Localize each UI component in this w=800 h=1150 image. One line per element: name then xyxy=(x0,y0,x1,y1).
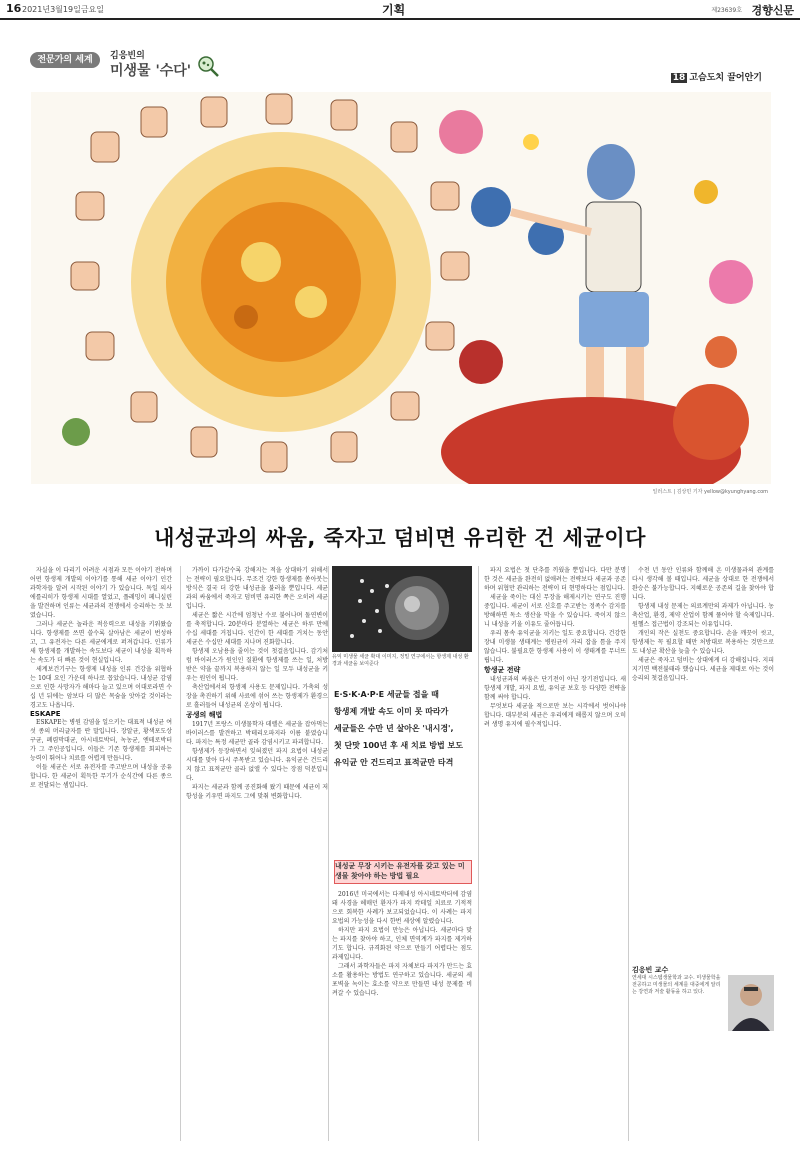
paragraph: 우리 몸속 유익균을 지키는 일도 중요합니다. 건강한 장내 미생물 생태계는 병원균이 자리 잡을 틈을 주지 않습니다. 불필요한 항생제 사용이 이 생태계를 무너뜨립니다. xyxy=(484,630,626,664)
paper-name: 경향신문 xyxy=(751,4,794,17)
paragraph: 항생제 내성 문제는 의료계만의 과제가 아닙니다. 농축산업, 환경, 제약 산업이 함께 풀어야 할 숙제입니다. 원헬스 접근법이 강조되는 이유입니다. xyxy=(632,603,774,628)
magnifier-microbe-icon xyxy=(196,54,220,78)
column-divider xyxy=(478,566,479,1141)
author-profile xyxy=(632,965,774,1035)
series-title: 미생물 '수다' xyxy=(110,63,192,79)
pull-quote-line: 첫 단맛 100년 후 새 치료 방법 보도 xyxy=(334,741,463,750)
column-divider xyxy=(628,566,629,1141)
paragraph: 하지만 파지 요법이 만능은 아닙니다. 세균마다 맞는 파지를 찾아야 하고, 인체 면역계가 파지를 제거하기도 합니다. 규격화된 약으로 만들기 어렵다는 점도 과제입니다. xyxy=(332,927,472,961)
pull-quote-line: E·S·K·A·P·E 세균들 접을 때 xyxy=(334,690,439,699)
column-divider xyxy=(180,566,181,1141)
paragraph: ESKAPE는 병원 감염을 일으키는 대표적 내성균 여섯 종의 머리글자를 딴 말입니다. 장알균, 황색포도상구균, 폐렴막대균, 아시네토박터, 녹농균, 엔테로박터가 그 주인공입니다. 이들은 기존 항생제를 회피하는 능력이 뛰어나 치료를 어렵게 만듭니다. xyxy=(30,719,172,762)
paragraph: 축산업에서의 항생제 사용도 문제입니다. 가축의 성장을 촉진하기 위해 사료에 섞어 쓰는 항생제가 환경으로 흘러들어 내성균의 온상이 됩니다. xyxy=(186,684,328,709)
paragraph: 1917년 프랑스 미생물학자 데렐은 세균을 잡아먹는 바이러스를 발견하고 박테리오파지라 이름 붙였습니다. 파지는 특정 세균만 골라 감염시키고 파괴합니다. xyxy=(186,721,328,746)
author-name: 김응빈 교수 xyxy=(632,966,669,974)
article-column-2 xyxy=(186,566,328,1141)
section-title: 기획 xyxy=(382,3,406,17)
paragraph: 세균은 짧은 시간에 엄청난 수로 불어나며 돌연변이를 축적합니다. 20분마다 분열하는 세균은 하루 만에 수십 세대를 거칩니다. 인간이 한 세대를 거치는 동안 세균은 수십만 세대를 지나며 진화합니다. xyxy=(186,612,328,646)
paragraph: 세균을 죽이는 대신 무장을 해제시키는 연구도 진행 중입니다. 세균이 서로 신호를 주고받는 정족수 감지를 방해하면 독소 생산을 막을 수 있습니다. 죽이지 않으니 내성을 키울 이유도 줄어듭니다. xyxy=(484,594,626,628)
paragraph: 수천 년 동안 인류와 함께해 온 미생물과의 관계를 다시 생각해 볼 때입니다. 세균을 상대로 한 전쟁에서 완승은 불가능합니다. 지혜로운 공존의 길을 찾아야 합니다. xyxy=(632,567,774,601)
related-article-link[interactable] xyxy=(671,70,762,83)
related-number: 18 xyxy=(672,73,686,83)
paragraph: 그래서 과학자들은 파지 자체보다 파지가 만드는 효소를 활용하는 방법도 연구하고 있습니다. 세균의 세포벽을 녹이는 효소를 약으로 만들면 내성 문제를 비켜갈 수 있습니다. xyxy=(332,963,472,997)
related-title: 고슴도치 끌어안기 xyxy=(689,73,762,83)
paragraph: 파지는 세균과 함께 공진화해 왔기 때문에 세균이 저항성을 키우면 파지도 그에 맞춰 변화합니다. xyxy=(186,784,328,800)
illustration-credit: 일러스트 | 김상민 기자 yellow@kyunghyang.com xyxy=(652,489,768,495)
paragraph: 내성균과의 싸움은 단기전이 아닌 장기전입니다. 새 항생제 개발, 파지 요법, 유익균 보호 등 다양한 전략을 함께 써야 합니다. xyxy=(484,676,626,701)
page-number: 16 xyxy=(6,2,22,15)
article-column-1 xyxy=(30,566,172,1141)
pull-quote-line: 세균들은 수만 년 살아온 '내시경', xyxy=(334,724,454,733)
paragraph: 이들 세균은 서로 유전자를 주고받으며 내성을 공유합니다. 한 세균이 획득한 무기가 순식간에 다른 종으로 전달되는 셈입니다. xyxy=(30,764,172,789)
article-column-4 xyxy=(484,566,626,1141)
paragraph: 항생제 오남용을 줄이는 것이 첫걸음입니다. 감기처럼 바이러스가 원인인 질환에 항생제를 쓰는 일, 처방받은 약을 끝까지 복용하지 않는 일 모두 내성균을 키우는 원인이 됩니다. xyxy=(186,648,328,682)
pull-quote-line: 유익균 안 건드리고 표적균만 타격 xyxy=(334,758,454,767)
paragraph: 파지 요법은 첫 단추를 끼웠을 뿐입니다. 다만 분명한 것은 세균을 완전히 없애려는 전략보다 세균과 공존하며 위협만 관리하는 전략이 더 현명하다는 점입니다. xyxy=(484,567,626,592)
series-author: 김응빈의 xyxy=(110,51,145,61)
paragraph: 2016년 미국에서는 다제내성 아시네토박터에 감염돼 사경을 헤매던 환자가 파지 칵테일 치료로 기적적으로 회복한 사례가 보고되었습니다. 이 사례는 파지 요법의 가능성을 다시 한번 세상에 알렸습니다. xyxy=(332,891,472,925)
paragraph: 세균은 죽자고 덤비는 상대에게 더 강해집니다. 지피지기면 백전불태라 했습니다. 세균을 제대로 아는 것이 승리의 첫걸음입니다. xyxy=(632,657,774,682)
paragraph: 무엇보다 세균을 적으로만 보는 시각에서 벗어나야 합니다. 대부분의 세균은 우리에게 해롭지 않으며 오히려 생명 유지에 필수적입니다. xyxy=(484,703,626,728)
pull-quote-line: 항생제 개발 속도 이미 못 따라가 xyxy=(334,707,449,716)
pull-quote xyxy=(334,688,470,773)
main-illustration xyxy=(31,92,771,484)
paragraph: 가까이 다가갈수록 강해지는 적을 상대하기 위해서는 전략이 필요합니다. 무조건 강한 항생제를 쏟아붓는 방식은 결국 더 강한 내성균을 불러올 뿐입니다. 세균과의 싸움에서 죽자고 덤비면 유리한 쪽은 오히려 세균입니다. xyxy=(186,567,328,610)
paragraph: 개인의 작은 실천도 중요합니다. 손을 깨끗이 씻고, 항생제는 꼭 필요할 때만 처방대로 복용하는 것만으로도 내성균 확산을 늦출 수 있습니다. xyxy=(632,630,774,655)
photo-caption: 유익 미생물 세균 확대 이미지, 정밀 연구에서는 항생제 내성 환경과 세균을 보여준다 xyxy=(332,654,469,667)
article-column-3 xyxy=(332,890,472,1140)
bacteriophage-photo xyxy=(332,566,472,652)
subhead-strategy: 항생균 전략 xyxy=(484,666,521,674)
subhead-eskape: ESKAPE xyxy=(30,710,61,718)
article-column-5 xyxy=(632,566,774,956)
highlighted-text: 내성균 무장 시키는 유전자를 갖고 있는 미생물 찾아야 하는 방법 필요 xyxy=(334,860,472,884)
giant-bacterium-figure xyxy=(131,132,431,432)
author-bio: 연세대 시스템생물학과 교수. 미생물학을 전공하고 미생물의 세계를 대중에게 알리는 강연과 저술 활동을 하고 있다. xyxy=(632,975,721,995)
subhead-symbiosis: 공생의 해법 xyxy=(186,711,223,719)
article-headline: 내성균과의 싸움, 죽자고 덤비면 유리한 건 세균이다 xyxy=(154,526,646,550)
paragraph: 자실을 이 다리기 어려운 시점과 모든 이야기 전하며 어떤 항생제 개발의 이야기를 통해 세균 이야기 인간 과학자들 알려 시작된 이야기 가 있습니다. 독일 의사 에를리히가 항생제 시대를 열었고, 플레밍이 페니실린을 발견하며 인류는 세균과의 전쟁에서 승리하는 듯 보였습니다. xyxy=(30,567,172,619)
author-photo xyxy=(728,975,774,1031)
paper-info: 제23639호 xyxy=(711,7,742,14)
series-badge: 전문가의 세계 xyxy=(30,52,100,68)
page-date: 2021년3월19일금요일 xyxy=(22,5,104,14)
paragraph: 세계보건기구는 항생제 내성을 인류 건강을 위협하는 10대 요인 가운데 하나로 꼽았습니다. 내성균 감염으로 인한 사망자가 해마다 늘고 있으며 이대로라면 수십 년 뒤에는 암보다 더 많은 목숨을 앗아갈 것이라는 경고도 나옵니다. xyxy=(30,666,172,709)
column-divider xyxy=(328,566,329,1141)
page-header xyxy=(0,0,800,20)
paragraph: 그러나 세균은 놀라운 적응력으로 내성을 키워왔습니다. 항생제를 쓰면 쓸수록 살아남은 세균이 번성하고, 그 유전자는 다른 세균에게로 퍼져갑니다. 인류가 새 항생제를 개발하는 속도보다 세균이 내성을 획득하는 속도가 더 빠른 것이 현실입니다. xyxy=(30,621,172,664)
paragraph: 항생제가 등장하면서 잊혀졌던 파지 요법이 내성균 시대를 맞아 다시 주목받고 있습니다. 유익균은 건드리지 않고 표적균만 골라 없앨 수 있다는 장점 덕분입니다. xyxy=(186,748,328,782)
